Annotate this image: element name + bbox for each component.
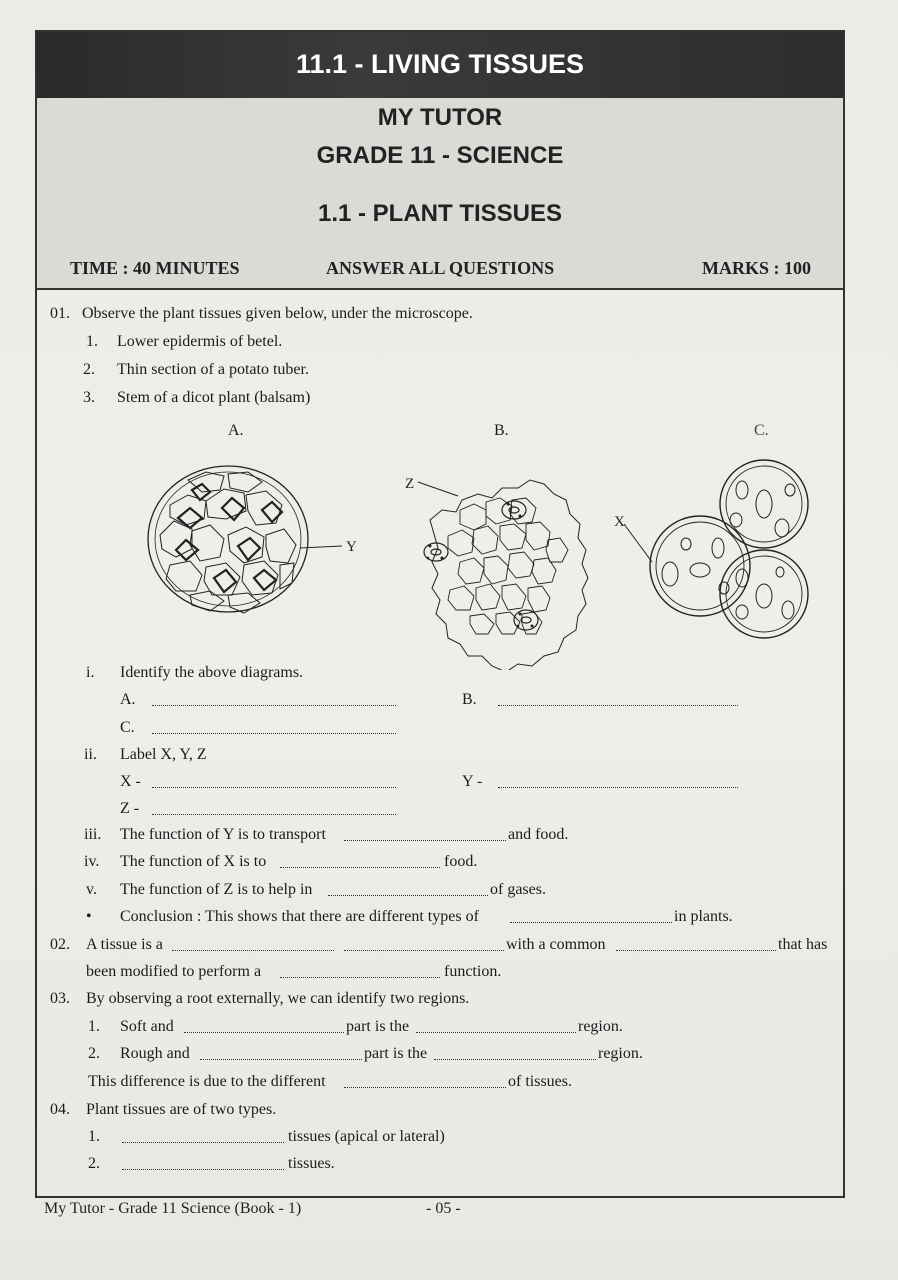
diagram-b-epidermis (418, 480, 588, 670)
q4-t1-number: 1. (88, 1128, 100, 1145)
label-y-answer-label: Y - (462, 773, 483, 790)
q2-number: 02. (50, 936, 70, 953)
header-line-2: GRADE 11 - SCIENCE (316, 142, 564, 169)
q4-t2-number: 2. (88, 1155, 100, 1172)
q1-iv-blank[interactable] (280, 867, 440, 868)
answer-b-blank[interactable] (498, 705, 738, 706)
tissue-diagrams (130, 440, 830, 670)
q2-line2-tail: function. (444, 963, 502, 980)
q2-mid: with a common (506, 936, 606, 953)
title-banner: 11.1 - LIVING TISSUES (35, 30, 845, 98)
conclusion-bullet: • (86, 908, 92, 925)
q2-blank-2[interactable] (344, 950, 504, 951)
q1-i-number: i. (86, 664, 95, 681)
label-z-blank[interactable] (152, 814, 396, 815)
diagram-a-potato-section (148, 466, 342, 613)
q1-v-blank[interactable] (328, 895, 488, 896)
q1-item-text: Thin section of a potato tuber. (117, 361, 309, 378)
q1-iii-tail: and food. (508, 826, 569, 843)
diagram-a-label: A. (228, 422, 244, 439)
time-label: TIME : 40 MINUTES (70, 258, 240, 278)
q4-text: Plant tissues are of two types. (86, 1101, 277, 1118)
label-x-blank[interactable] (152, 787, 396, 788)
q1-iii-text: The function of Y is to transport (120, 826, 326, 843)
conclusion-blank[interactable] (510, 922, 672, 923)
q4-t2-blank[interactable] (122, 1169, 284, 1170)
q1-item-number: 1. (86, 333, 98, 350)
q4-t1-blank[interactable] (122, 1142, 284, 1143)
q3-r2-blank-2[interactable] (434, 1059, 596, 1060)
footer-page-number: - 05 - (426, 1200, 461, 1217)
answer-c-blank[interactable] (152, 733, 396, 734)
q4-t2-tail: tissues. (288, 1155, 335, 1172)
label-x-answer-label: X - (120, 773, 141, 790)
q1-v-number: v. (86, 881, 97, 898)
label-y: Y (346, 539, 357, 555)
q2-blank-4[interactable] (280, 977, 440, 978)
q3-r2-blank-1[interactable] (200, 1059, 362, 1060)
q4-number: 04. (50, 1101, 70, 1118)
q3-r2-pre: Rough and (120, 1045, 190, 1062)
answer-a-blank[interactable] (152, 705, 396, 706)
q2-blank-1[interactable] (172, 950, 334, 951)
q1-item-number: 2. (83, 361, 95, 378)
q1-iii-number: iii. (84, 826, 102, 843)
q1-text: Observe the plant tissues given below, under the microscope. (82, 305, 473, 322)
q1-item-text: Stem of a dicot plant (balsam) (117, 389, 311, 406)
q2-text: A tissue is a (86, 936, 163, 953)
footer-book-title: My Tutor - Grade 11 Science (Book - 1) (44, 1200, 302, 1217)
q3-r1-number: 1. (88, 1018, 100, 1035)
marks-label: MARKS : 100 (702, 258, 811, 278)
label-y-blank[interactable] (498, 787, 738, 788)
diagram-b-label: B. (494, 422, 509, 439)
header-line-3: 1.1 - PLANT TISSUES (317, 200, 563, 227)
label-z-answer-label: Z - (120, 800, 140, 817)
q1-iv-text: The function of X is to (120, 853, 267, 870)
answer-b-label: B. (462, 691, 477, 708)
q1-i-text: Identify the above diagrams. (120, 664, 304, 681)
q3-r1-blank-2[interactable] (416, 1032, 576, 1033)
q1-ii-number: ii. (84, 746, 97, 763)
q2-line2: been modified to perform a (86, 963, 262, 980)
q1-item-text: Lower epidermis of betel. (117, 333, 283, 350)
q3-r1-tail: region. (578, 1018, 623, 1035)
q4-t1-tail: tissues (apical or lateral) (288, 1128, 445, 1145)
q1-v-tail: of gases. (490, 881, 546, 898)
q3-text: By observing a root externally, we can identify two regions. (86, 990, 470, 1007)
q1-v-text: The function of Z is to help in (120, 881, 313, 898)
q2-tail: that has (778, 936, 828, 953)
conclusion-text: Conclusion : This shows that there are different types of (120, 908, 479, 925)
q3-diff-blank[interactable] (344, 1087, 506, 1088)
answer-a-label: A. (120, 691, 136, 708)
q3-diff: This difference is due to the different (88, 1073, 326, 1090)
q1-iii-blank[interactable] (344, 840, 506, 841)
q1-iv-number: iv. (84, 853, 100, 870)
header-line-1: MY TUTOR (377, 104, 503, 131)
answer-c-label: C. (120, 719, 135, 736)
q1-number: 01. (50, 305, 70, 322)
label-x: X (614, 514, 625, 530)
q3-r2-tail: region. (598, 1045, 643, 1062)
q3-r2-number: 2. (88, 1045, 100, 1062)
q1-iv-tail: food. (444, 853, 478, 870)
q3-r1-mid: part is the (346, 1018, 410, 1035)
q2-blank-3[interactable] (616, 950, 776, 951)
q3-diff-tail: of tissues. (508, 1073, 572, 1090)
instruction-label: ANSWER ALL QUESTIONS (326, 258, 555, 278)
label-z: Z (405, 476, 415, 492)
q1-item-number: 3. (83, 389, 95, 406)
diagram-c-dicot-stem (624, 460, 808, 638)
q3-r1-pre: Soft and (120, 1018, 174, 1035)
conclusion-tail: in plants. (674, 908, 733, 925)
q1-ii-text: Label X, Y, Z (120, 746, 207, 763)
diagram-c-label: C. (754, 422, 769, 439)
q3-number: 03. (50, 990, 70, 1007)
q3-r2-mid: part is the (364, 1045, 428, 1062)
q3-r1-blank-1[interactable] (184, 1032, 344, 1033)
